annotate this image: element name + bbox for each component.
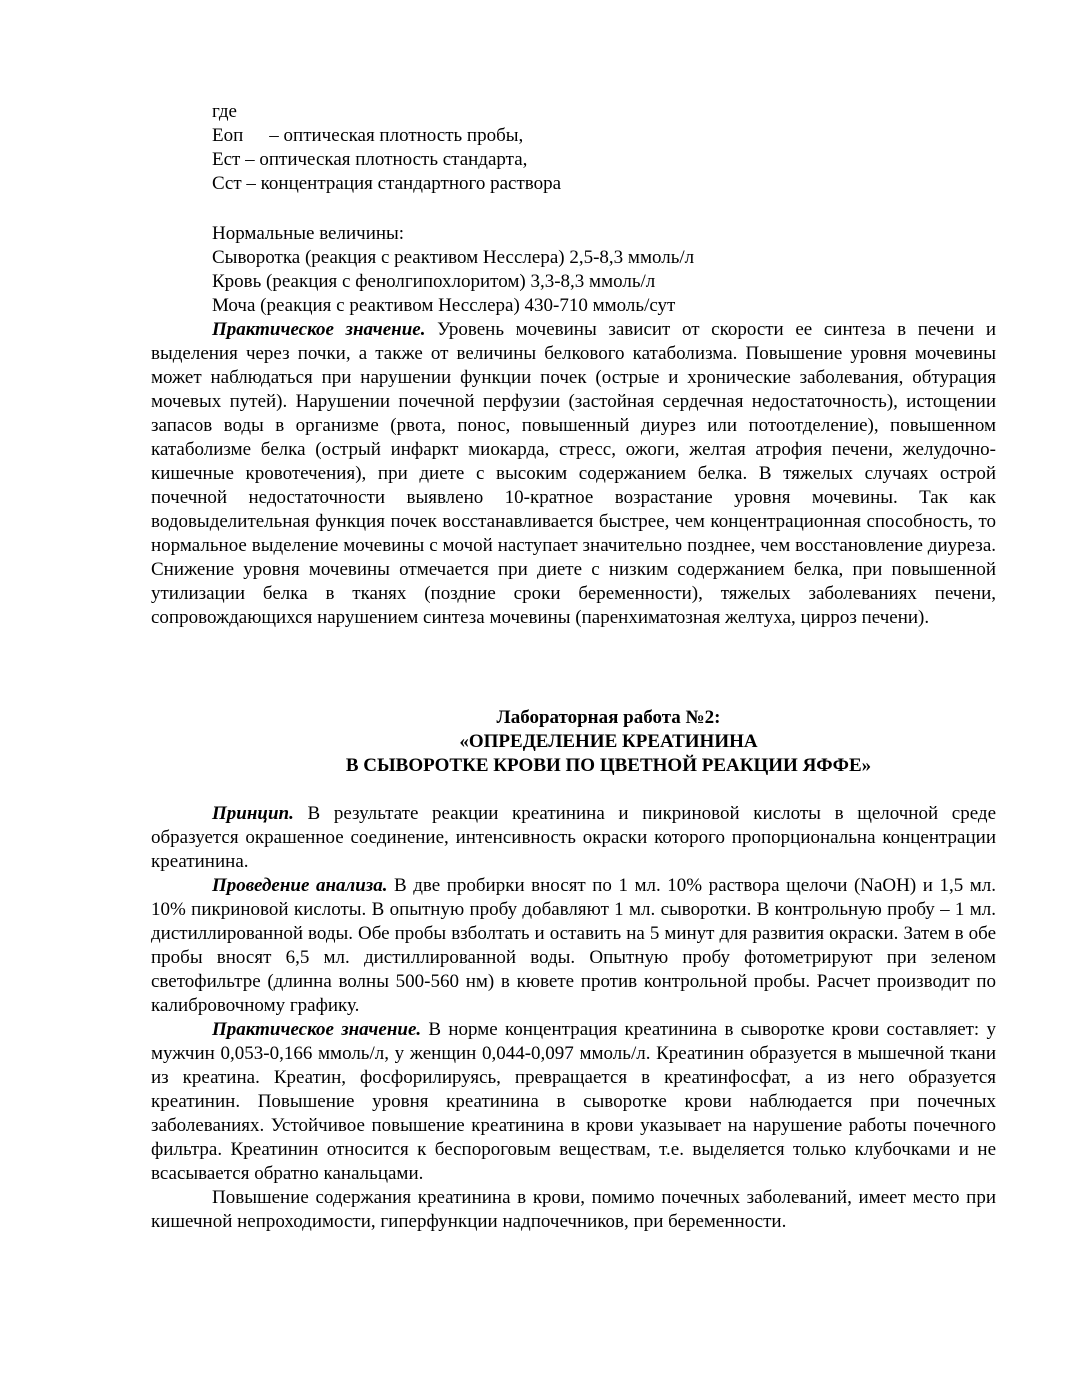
- principle-heading: Принцип.: [212, 803, 294, 824]
- norm-blood: Кровь (реакция с фенолгипохлоритом) 3,3-8,3 ммоль/л: [212, 271, 656, 292]
- lab-work-heading: [151, 706, 1066, 778]
- practical-significance-heading-2: Практическое значение.: [212, 1019, 422, 1040]
- legend-est: Ест – оптическая плотность стандарта,: [212, 149, 528, 170]
- principle-text: В результате реакции креатинина и пикриновой кислоты в щелочной среде образуется окрашенное соединение, интенсивность окраски которого пропорциональна концентрации креатинина.: [151, 803, 996, 872]
- practical-significance-text-2: В норме концентрация креатинина в сыворотке крови составляет: у мужчин 0,053-0,166 ммоль/л, у женщин 0,044-0,097 ммоль/л. Креатинин образуется в мышечной ткани из креатина. Креатин, фосфорилируясь, превращается в креатинфосфат, а из него образуется креатинин. Повышение уровня креатинина в сыворотке крови наблюдается при почечных заболеваниях. Устойчивое повышение креатинина в крови указывает на нарушение работы почечного фильтра. Креатинин относится к беспороговым веществам, т.е. выделяется только клубочками и не всасывается обратно канальцами.: [151, 1019, 996, 1184]
- norm-serum: Сыворотка (реакция с реактивом Несслера) 2,5-8,3 ммоль/л: [212, 247, 695, 268]
- legend-eop: [212, 124, 523, 148]
- legend-sst: Сст – концентрация стандартного раствора: [212, 173, 562, 194]
- creatinine-section: [151, 802, 996, 1234]
- lab-work-number: Лабораторная работа №2:: [496, 707, 721, 728]
- norm-urine: Моча (реакция с реактивом Несслера) 430-710 ммоль/сут: [212, 295, 676, 316]
- lab-work-title-line2: В СЫВОРОТКЕ КРОВИ ПО ЦВЕТНОЙ РЕАКЦИИ ЯФФЕ»: [345, 755, 872, 776]
- practical-significance-text: Уровень мочевины зависит от скорости ее синтеза в печени и выделения через почки, а также от величины белкового катаболизма. Повышение уровня мочевины может наблюдаться при нарушении функции почек (острые и хронические заболевания, обтурация мочевых путей). Нарушении почечной перфузии (застойная сердечная недостаточность), истощении запасов воды в организме (рвота, понос, повышенный диурез или потоотделение), повышенном катаболизме белка (острый инфаркт миокарда, стресс, ожоги, желтая атрофия печени, желудочно-кишечные кровотечения), при диете с высоким содержанием белка. В тяжелых случаях острой почечной недостаточности выявлено 10-кратное возрастание уровня мочевины. Так как водовыделительная функция почек восстанавливается быстрее, чем концентрационная способность, то нормальное выделение мочевины с мочой наступает значительно позднее, чем восстановление диуреза. Снижение уровня мочевины отмечается при диете с низким содержанием белка, при повышенной утилизации белка в тканях (поздние сроки беременности), тяжелых заболеваниях печени, сопровождающихся нарушением синтеза мочевины (паренхиматозная желтуха, цирроз печени).: [151, 319, 996, 628]
- practical-significance-creatinine: [151, 1018, 996, 1186]
- procedure-heading: Проведение анализа.: [212, 875, 388, 896]
- norms-title: Нормальные величины:: [212, 223, 405, 244]
- lab-work-title-line1: «ОПРЕДЕЛЕНИЕ КРЕАТИНИНА: [459, 731, 758, 752]
- practical-significance-heading: Практическое значение.: [212, 319, 426, 340]
- principle-paragraph: [151, 802, 996, 874]
- procedure-text: В две пробирки вносят по 1 мл. 10% раствора щелочи (NaOH) и 1,5 мл. 10% пикриновой кислоты. В опытную пробу добавляют 1 мл. сыворотки. В контрольную пробу – 1 мл. дистиллированной воды. Обе пробы взболтать и оставить на 5 минут для развития окраски. Затем в обе пробы вносят 6,5 мл. дистиллированной воды. Опытную пробу фотометрируют при зеленом светофильтре (длинна волны 500-560 нм) в кювете против контрольной пробы. Расчет производит по калибровочному графику.: [151, 875, 996, 1016]
- legend-where: где: [212, 101, 237, 122]
- legend-eop-symbol: Еоп: [212, 125, 244, 146]
- legend-eop-definition: – оптическая плотность пробы,: [269, 125, 524, 146]
- procedure-paragraph: [151, 874, 996, 1018]
- final-paragraph: Повышение содержания креатинина в крови, помимо почечных заболеваний, имеет место при кишечной непроходимости, гиперфункции надпочечников, при беременности.: [151, 1187, 996, 1232]
- practical-significance-urea: [151, 318, 996, 630]
